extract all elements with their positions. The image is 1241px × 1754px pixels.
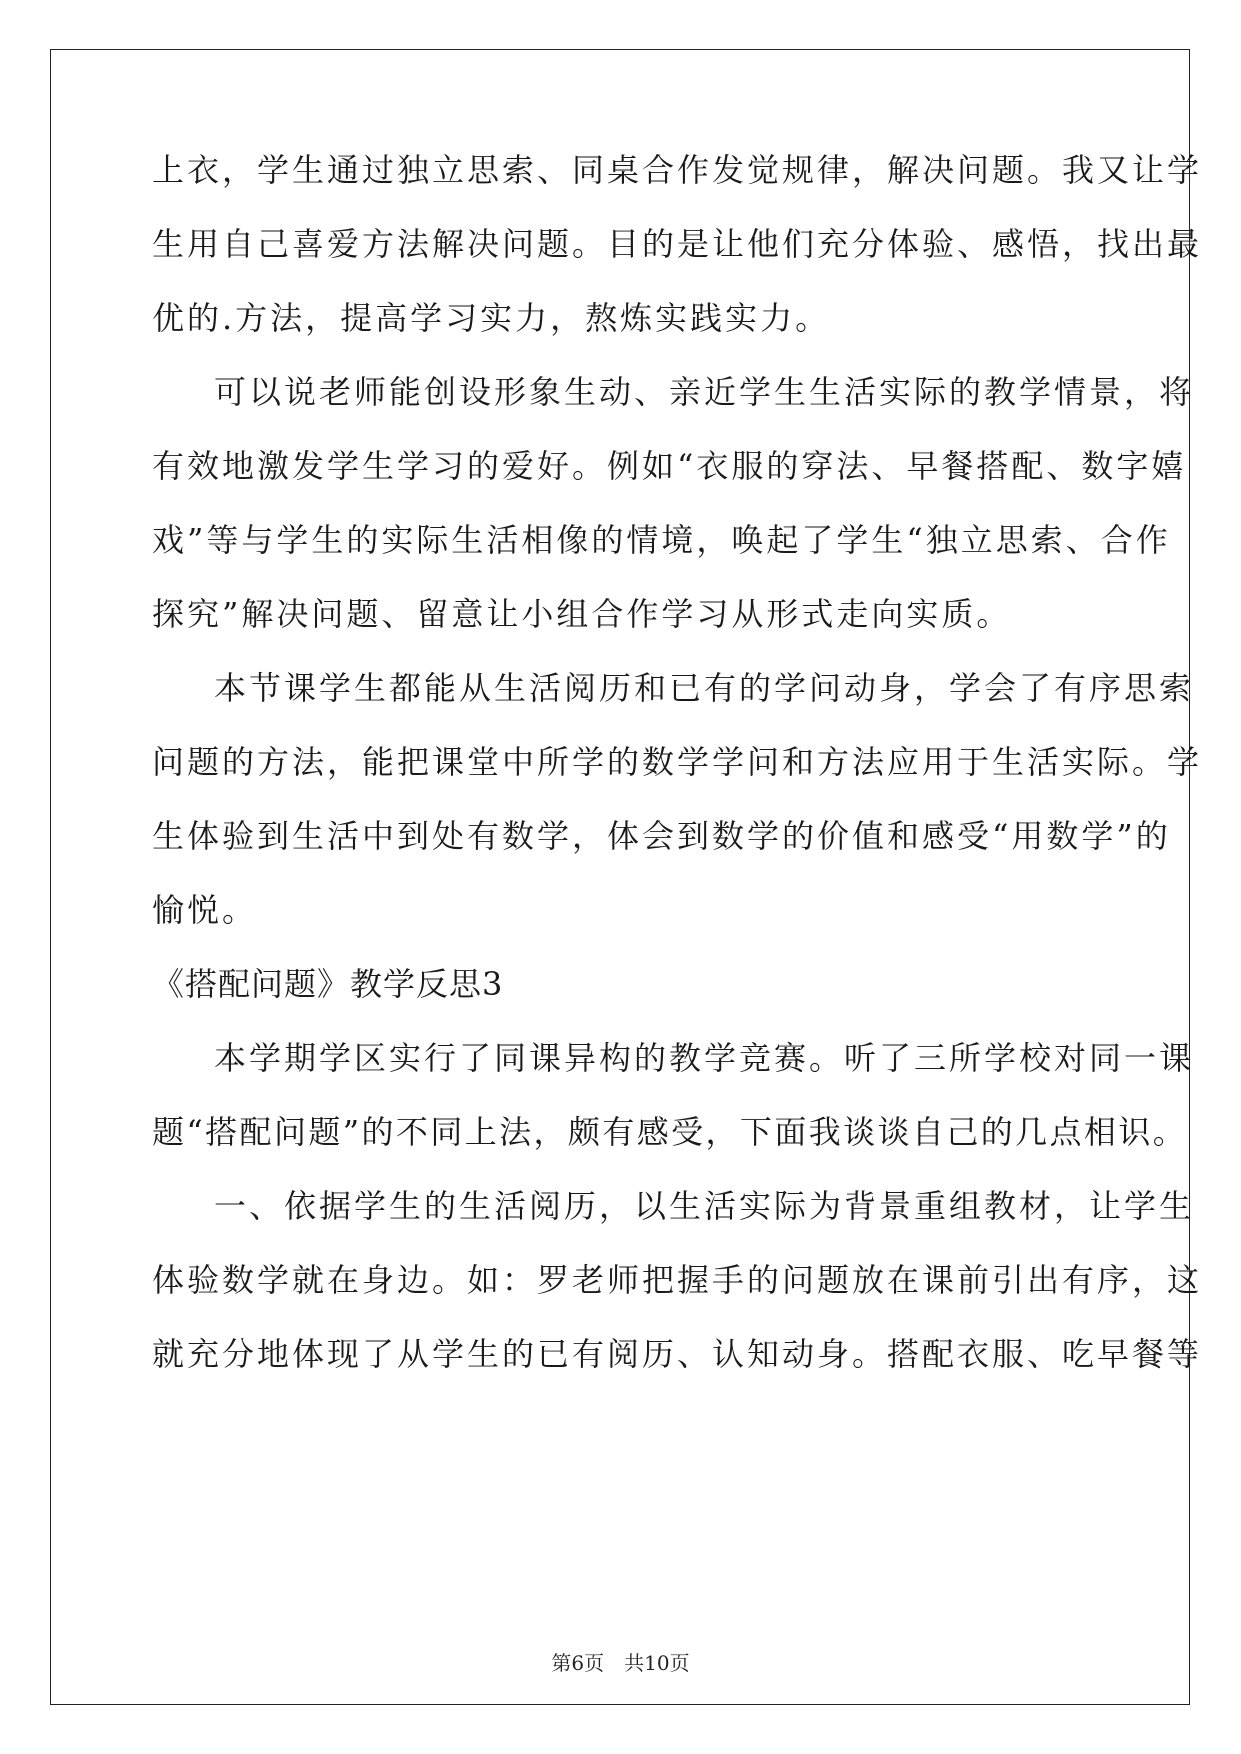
section-heading: 《搭配问题》教学反思3 bbox=[152, 965, 504, 1003]
text-line: 生体验到生活中到处有数学，体会到数学的价值和感受“用数学”的 bbox=[152, 817, 1171, 855]
paragraph-first-line: 可以说老师能创设形象生动、亲近学生生活实际的教学情景，将 bbox=[214, 373, 1195, 411]
text-line: 体验数学就在身边。如：罗老师把握手的问题放在课前引出有序，这 bbox=[152, 1261, 1203, 1299]
text-line: 愉悦。 bbox=[152, 891, 258, 929]
text-line: 生用自己喜爱方法解决问题。目的是让他们充分体验、感悟，找出最 bbox=[152, 225, 1203, 263]
page-total: 共10页 bbox=[624, 1651, 690, 1675]
text-line: 就充分地体现了从学生的已有阅历、认知动身。搭配衣服、吃早餐等 bbox=[152, 1335, 1203, 1373]
text-line: 题“搭配问题”的不同上法，颇有感受，下面我谈谈自己的几点相识。 bbox=[152, 1113, 1188, 1151]
text-line: 有效地激发学生学习的爱好。例如“衣服的穿法、早餐搭配、数字嬉 bbox=[152, 447, 1187, 485]
paragraph-first-line: 本学期学区实行了同课异构的教学竞赛。听了三所学校对同一课 bbox=[214, 1039, 1195, 1077]
text-line: 问题的方法，能把课堂中所学的数学学问和方法应用于生活实际。学 bbox=[152, 743, 1203, 781]
text-line: 优的.方法，提高学习实力，熬炼实践实力。 bbox=[152, 299, 831, 337]
paragraph-first-line: 本节课学生都能从生活阅历和已有的学问动身，学会了有序思索 bbox=[214, 669, 1195, 707]
paragraph-first-line: 一、依据学生的生活阅历，以生活实际为背景重组教材，让学生 bbox=[214, 1187, 1195, 1225]
text-line: 探究”解决问题、留意让小组合作学习从形式走向实质。 bbox=[152, 595, 1012, 633]
page-footer bbox=[0, 1650, 1241, 1676]
page-number: 第6页 bbox=[551, 1651, 605, 1675]
text-line: 戏”等与学生的实际生活相像的情境，唤起了学生“独立思索、合作 bbox=[152, 521, 1171, 559]
text-line: 上衣，学生通过独立思索、同桌合作发觉规律，解决问题。我又让学 bbox=[152, 151, 1203, 189]
